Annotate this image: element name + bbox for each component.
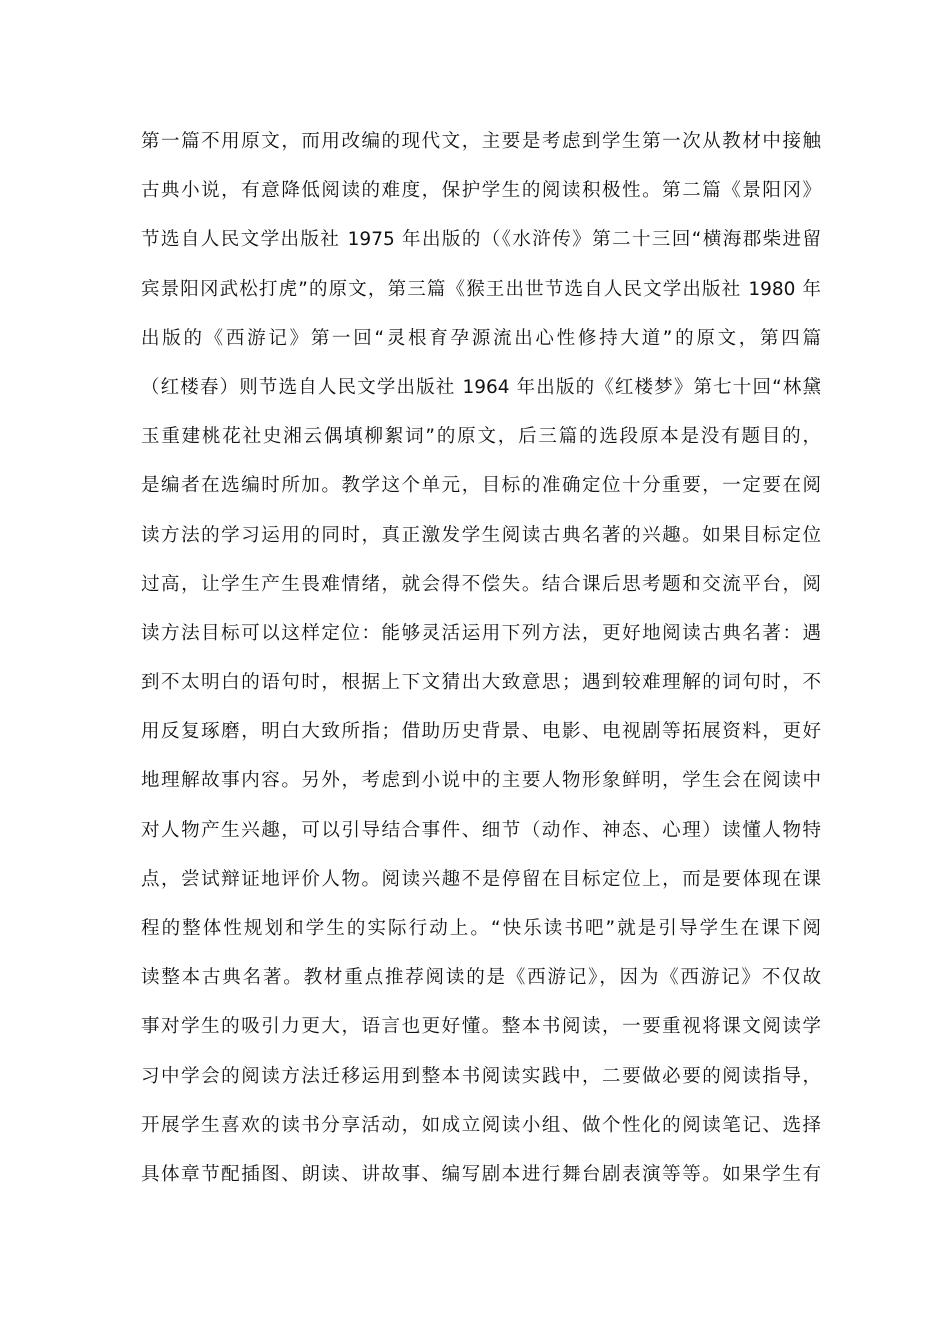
- text-line-18: 读整本古典名著。教材重点推荐阅读的是《西游记》，因为《西游记》不仅故: [141, 967, 821, 989]
- text-line-5: 出版的《西游记》第一回“灵根育孕源流出心性修持大道”的原文，第四篇: [141, 327, 821, 349]
- text-line-21: 开展学生喜欢的读书分享活动，如成立阅读小组、做个性化的阅读笔记、选择: [141, 1114, 821, 1136]
- text-line-19: 事对学生的吸引力更大，语言也更好懂。整本书阅读，一要重视将课文阅读学: [141, 1016, 821, 1038]
- text-line-4: 宾景阳冈武松打虎”的原文，第三篇《猴王出世节选自人民文学出版社 1980 年: [141, 278, 821, 300]
- text-line-15: 对人物产生兴趣，可以引导结合事件、细节（动作、神态、心理）读懂人物特: [141, 819, 821, 841]
- text-line-22: 具体章节配插图、朗读、讲故事、编写剧本进行舞台剧表演等等。如果学生有: [141, 1163, 821, 1185]
- text-line-14: 地理解故事内容。另外，考虑到小说中的主要人物形象鲜明，学生会在阅读中: [141, 770, 821, 792]
- text-line-10: 过高，让学生产生畏难情绪，就会得不偿失。结合课后思考题和交流平台，阅: [141, 573, 821, 595]
- text-line-11: 读方法目标可以这样定位：能够灵活运用下列方法，更好地阅读古典名著：遇: [141, 622, 821, 644]
- text-line-1: 第一篇不用原文，而用改编的现代文，主要是考虑到学生第一次从教材中接触: [141, 131, 821, 152]
- text-line-8: 是编者在选编时所加。教学这个单元，目标的准确定位十分重要，一定要在阅: [141, 475, 821, 497]
- text-line-6: （红楼春）则节选自人民文学出版社 1964 年出版的《红楼梦》第七十回“林黛: [141, 376, 821, 398]
- text-line-2: 古典小说，有意降低阅读的难度，保护学生的阅读积极性。第二篇《景阳冈》: [141, 180, 821, 202]
- text-line-16: 点，尝试辩证地评价人物。阅读兴趣不是停留在目标定位上，而是要体现在课: [141, 868, 821, 890]
- text-line-3: 节选自人民文学出版社 1975 年出版的（《水浒传》第二十三回“横海郡柴进留: [141, 229, 821, 251]
- body-text: [141, 123, 821, 1205]
- text-line-17: 程的整体性规划和学生的实际行动上。“快乐读书吧”就是引导学生在课下阅: [141, 918, 821, 939]
- text-line-7: 玉重建桃花社史湘云偶填柳絮词”的原文，后三篇的选段原本是没有题目的，: [141, 426, 821, 448]
- text-line-20: 习中学会的阅读方法迁移运用到整本书阅读实践中，二要做必要的阅读指导，: [141, 1065, 821, 1087]
- text-line-9: 读方法的学习运用的同时，真正激发学生阅读古典名著的兴趣。如果目标定位: [141, 524, 821, 546]
- text-line-13: 用反复琢磨，明白大致所指；借助历史背景、电影、电视剧等拓展资料，更好: [141, 721, 821, 743]
- text-line-12: 到不太明白的语句时，根据上下文猜出大致意思；遇到较难理解的词句时，不: [141, 672, 821, 694]
